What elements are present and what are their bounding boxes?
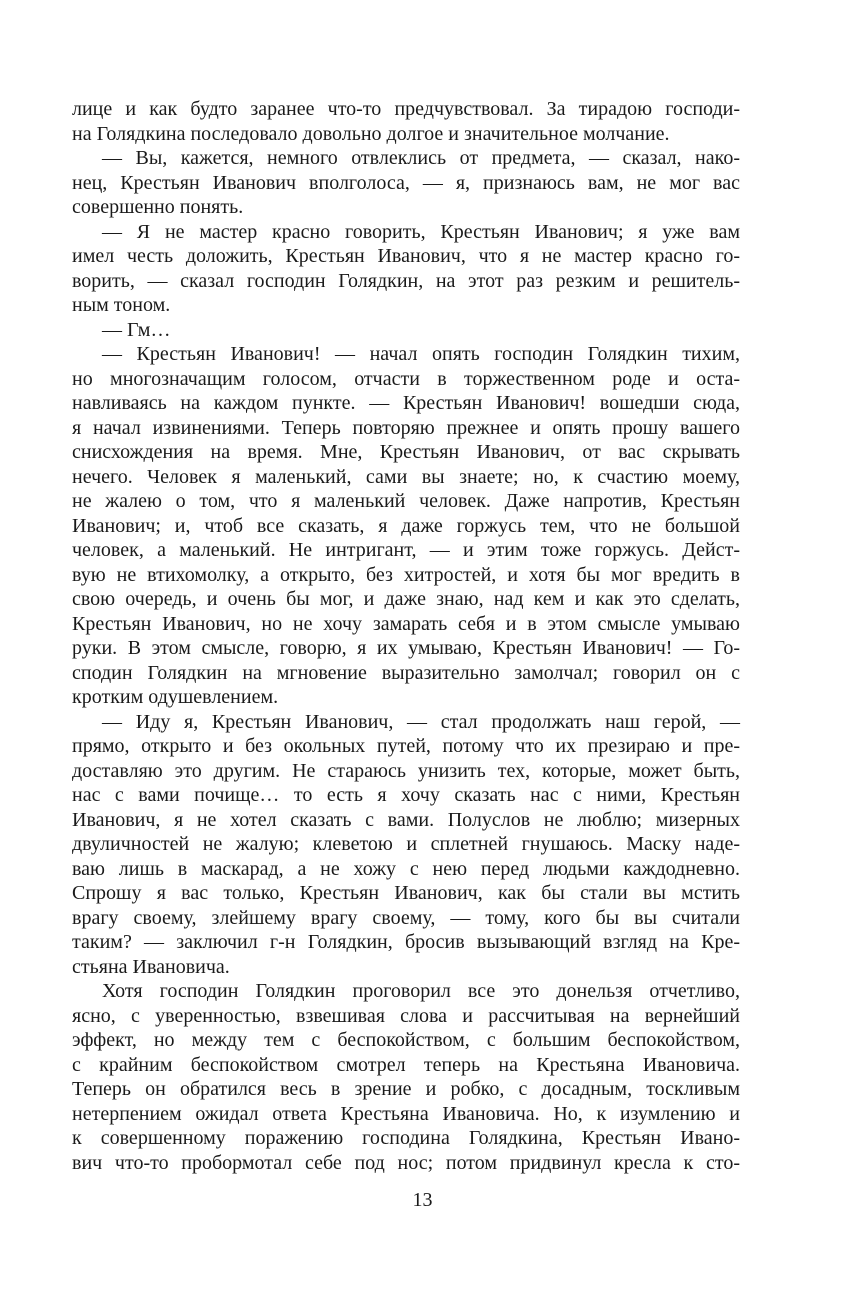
text-line: ным тоном.: [72, 294, 171, 316]
text-line: врагу своему, злейшему врагу своему, — тому, кого бы вы считали: [72, 906, 740, 929]
text-line: — Вы, кажется, немного отвлеклись от предмета, — сказал, нако-: [102, 147, 740, 169]
text-line: имел честь доложить, Крестьян Иванович, что я не мастер красно го-: [72, 245, 740, 267]
text-line: кротким одушевлением.: [72, 686, 279, 708]
text-line: я начал извинениями. Теперь повторяю прежнее и опять прошу вашего: [72, 416, 740, 439]
text-line: стьяна Ивановича.: [72, 955, 230, 978]
text-line: Теперь он обратился весь в зрение и робко, с досадным, тоскливым: [72, 1078, 740, 1100]
text-line: ясно, с уверенностью, взвешивая слова и рассчитывая на вернейший: [72, 1004, 740, 1027]
text-line: Иванович; и, чтоб все сказать, я даже горжусь тем, что не большой: [72, 514, 740, 537]
text-line: руки. В этом смысле, говорю, я их умываю, Крестьян Иванович! — Го-: [72, 637, 740, 659]
text-line: не жалею о том, что я маленький человек. Даже напротив, Крестьян: [72, 490, 740, 512]
text-line: ваю лишь в маскарад, а не хожу с нею перед людьми каждодневно.: [72, 857, 740, 880]
text-line: прямо, открыто и без окольных путей, потому что их презираю и пре-: [72, 735, 740, 757]
text-line: совершенно понять.: [72, 196, 244, 218]
text-line: снисхождения на время. Мне, Крестьян Иванович, от вас скрывать: [72, 441, 740, 463]
text-line: лице и как будто заранее что-то предчувствовал. За тирадою господи-: [72, 98, 740, 120]
text-line: эффект, но между тем с беспокойством, с большим беспокойством,: [72, 1029, 740, 1051]
text-line: — Иду я, Крестьян Иванович, — стал продолжать наш герой, —: [102, 710, 740, 733]
text-line: — Крестьян Иванович! — начал опять господин Голядкин тихим,: [102, 343, 740, 365]
text-line: нец, Крестьян Иванович вполголоса, — я, признаюсь вам, не мог вас: [72, 171, 740, 194]
text-line: таким? — заключил г-н Голядкин, бросив вызывающий взгляд на Кре-: [72, 931, 740, 953]
text-line: свою очередь, и очень бы мог, и даже знаю, над кем и как это сделать,: [72, 588, 740, 610]
page-number: 13: [412, 1189, 433, 1211]
text-line: на Голядкина последовало довольно долгое и значительное молчание.: [72, 122, 670, 145]
text-line: — Я не мастер красно говорить, Крестьян Иванович; я уже вам: [102, 220, 740, 243]
text-line: нас с вами почище… то есть я хочу сказать нас с ними, Крестьян: [72, 784, 740, 806]
text-line: с крайним беспокойством смотрел теперь на Крестьяна Ивановича.: [72, 1053, 740, 1076]
text-line: ворить, — сказал господин Голядкин, на этот раз резким и решитель-: [72, 269, 740, 292]
page-body: [72, 97, 740, 1175]
text-line: но многозначащим голосом, отчасти в торжественном роде и оста-: [72, 367, 740, 390]
text-line: человек, а маленький. Не интригант, — и этим тоже горжусь. Дейст-: [72, 539, 740, 561]
text-line: к совершенному поражению господина Голядкина, Крестьян Ивано-: [72, 1127, 740, 1149]
text-line: Спрошу я вас только, Крестьян Иванович, как бы стали вы мстить: [72, 882, 740, 904]
text-line: вую не втихомолку, а открыто, без хитростей, и хотя бы мог вредить в: [72, 563, 740, 586]
text-line: нетерпением ожидал ответа Крестьяна Ивановича. Но, к изумлению и: [72, 1102, 740, 1125]
text-line: Иванович, я не хотел сказать с вами. Полуслов не люблю; мизерных: [72, 808, 740, 831]
text-line: доставляю это другим. Не стараюсь унизить тех, которые, может быть,: [72, 759, 740, 782]
text-line: навливаясь на каждом пункте. — Крестьян Иванович! вошедши сюда,: [72, 392, 740, 414]
text-line: Хотя господин Голядкин проговорил все это донельзя отчетливо,: [102, 980, 740, 1002]
text-line: нечего. Человек я маленький, сами вы знаете; но, к счастию моему,: [72, 465, 740, 488]
text-line: Крестьян Иванович, но не хочу замарать себя и в этом смысле умываю: [72, 612, 740, 635]
text-line: двуличностей не жалую; клеветою и сплетней гнушаюсь. Маску наде-: [72, 833, 740, 855]
text-line: — Гм…: [102, 318, 171, 341]
text-line: вич что-то пробормотал себе под нос; потом придвинул кресла к сто-: [72, 1151, 740, 1174]
text-line: сподин Голядкин на мгновение выразительно замолчал; говорил он с: [72, 661, 740, 684]
